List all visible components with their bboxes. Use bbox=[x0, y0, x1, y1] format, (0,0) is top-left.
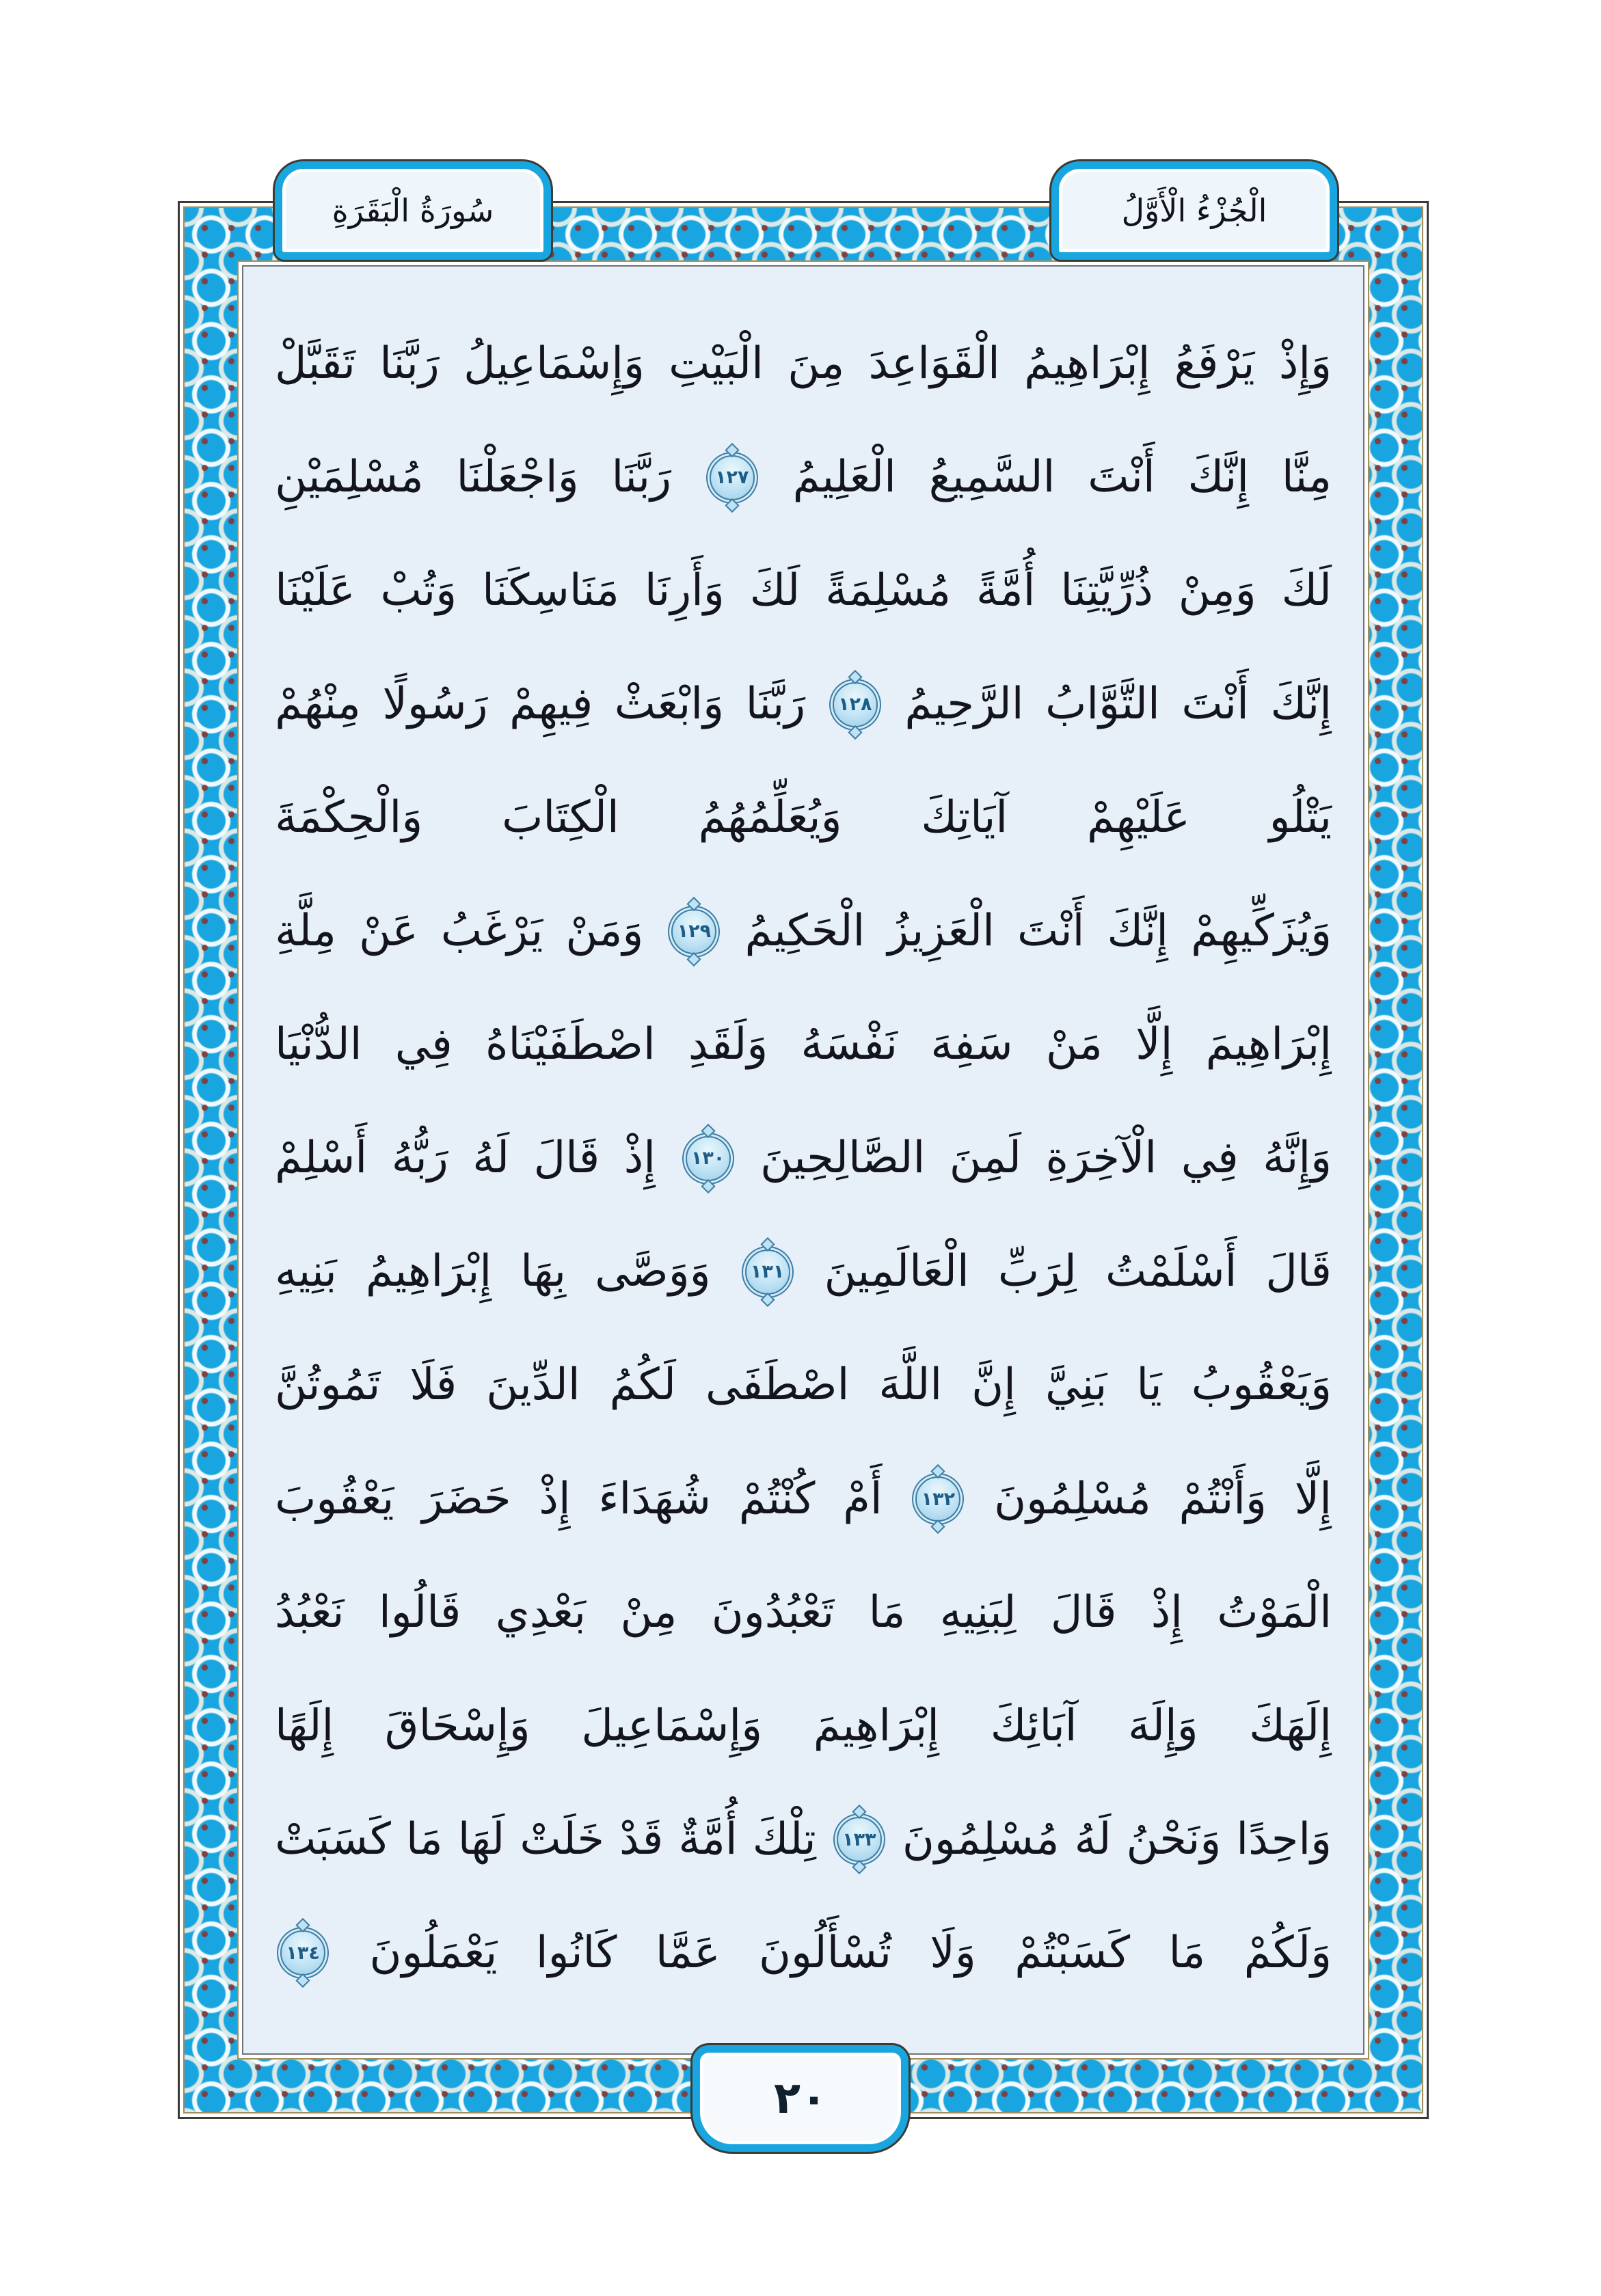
ayah-word: لَهُ bbox=[1074, 1813, 1112, 1865]
ayah-word: قَالُوا bbox=[378, 1586, 461, 1638]
verse-marker bbox=[915, 1476, 960, 1522]
quran-line bbox=[275, 330, 1332, 398]
ayah-word: مَا bbox=[1168, 1927, 1206, 1978]
ayah-word: وَتُبْ bbox=[380, 565, 457, 616]
ayah-word: الْكِتَابَ bbox=[502, 792, 619, 843]
ayah-word: التَّوَّابُ bbox=[1045, 679, 1160, 730]
ayah-word: لَكَ bbox=[749, 565, 801, 616]
ayah-word: وَلَا bbox=[930, 1927, 976, 1978]
ayah-word: الْمَوْتُ bbox=[1217, 1586, 1332, 1638]
ayah-word: تَعْبُدُونَ bbox=[711, 1586, 835, 1638]
ayah-word: اصْطَفَيْنَاهُ bbox=[485, 1019, 656, 1070]
verse-number: ١٢٨ bbox=[838, 694, 872, 716]
ayah-word: وَإِسْمَاعِيلُ bbox=[463, 338, 645, 389]
ayah-word: أَنْتَ bbox=[1088, 451, 1155, 502]
ayah-word: الْعَالَمِينَ bbox=[824, 1246, 969, 1297]
surah-name-tab bbox=[275, 161, 551, 260]
ayah-word: كَانُوا bbox=[535, 1927, 617, 1978]
ayah-word: كَسَبَتْ bbox=[275, 1813, 391, 1865]
ayah-word: لَكَ bbox=[1281, 565, 1332, 616]
ayah-word: نَفْسَهُ bbox=[801, 1019, 898, 1070]
ayah-word: شُهَدَاءَ bbox=[598, 1473, 711, 1524]
ayah-word: أُمَّةٌ bbox=[678, 1813, 738, 1865]
ayah-word: مِلَّةِ bbox=[275, 906, 336, 957]
ayah-word: وَإِسْمَاعِيلَ bbox=[581, 1700, 763, 1751]
ayah-word: يَتْلُو bbox=[1269, 792, 1332, 843]
quran-line bbox=[275, 1124, 1332, 1192]
ayah-word: الْحَكِيمُ bbox=[744, 906, 865, 957]
ayah-word: نَعْبُدُ bbox=[275, 1586, 345, 1638]
verse-marker bbox=[833, 682, 878, 727]
ayah-word: وَاحِدًا bbox=[1236, 1813, 1332, 1865]
ayah-word: الدُّنْيَا bbox=[275, 1019, 362, 1070]
ayah-word: السَّمِيعُ bbox=[928, 451, 1055, 502]
juz-name-tab bbox=[1051, 161, 1337, 260]
ayah-word: أَسْلَمْتُ bbox=[1105, 1246, 1237, 1297]
ayah-word: إِبْرَاهِيمَ bbox=[1205, 1019, 1332, 1070]
ayah-word: رَسُولًا bbox=[382, 679, 488, 730]
ayah-word: وَإِنَّهُ bbox=[1263, 1133, 1332, 1184]
ayah-word: وَلَقَدِ bbox=[688, 1019, 768, 1070]
ayah-word: آبَائِكَ bbox=[990, 1700, 1077, 1751]
verse-number: ١٣٤ bbox=[286, 1942, 320, 1964]
ayah-word: أُمَّةً bbox=[976, 565, 1036, 616]
verse-marker bbox=[280, 1930, 325, 1975]
ayah-word: أَمْ bbox=[843, 1473, 883, 1524]
ayah-word: وَاجْعَلْنَا bbox=[456, 451, 579, 502]
quran-line bbox=[275, 1692, 1332, 1760]
verse-marker bbox=[745, 1250, 790, 1295]
ayah-word: بَنِيهِ bbox=[275, 1246, 337, 1297]
ayah-word: إِبْرَاهِيمُ bbox=[1024, 338, 1151, 389]
ayah-word: قَالَ bbox=[533, 1133, 600, 1184]
quran-line bbox=[275, 897, 1332, 965]
ayah-word: إِلَهًا bbox=[275, 1700, 334, 1751]
ayah-word: بَعْدِي bbox=[495, 1586, 587, 1638]
quran-line bbox=[275, 557, 1332, 625]
decorative-frame bbox=[178, 201, 1429, 2119]
ayah-word: الْبَيْتِ bbox=[669, 338, 764, 389]
ayah-word: عَلَيْنَا bbox=[275, 565, 355, 616]
quran-text-area bbox=[242, 265, 1364, 2055]
ayah-word: وَإِذْ bbox=[1278, 338, 1332, 389]
ayah-word: مَنْ bbox=[1045, 1019, 1103, 1070]
ayah-word: اللَّهَ bbox=[878, 1360, 943, 1411]
ayah-word: الصَّالِحِينَ bbox=[760, 1133, 926, 1184]
quran-line bbox=[275, 784, 1332, 852]
ayah-word: إِبْرَاهِيمُ bbox=[365, 1246, 492, 1297]
verse-marker bbox=[710, 455, 755, 500]
ayah-word: يَعْقُوبَ bbox=[275, 1473, 394, 1524]
ayah-word: خَلَتْ bbox=[520, 1813, 604, 1865]
ayah-word: رَبَّنَا bbox=[745, 679, 806, 730]
ayah-word: قَالَ bbox=[1265, 1246, 1332, 1297]
surah-name-label: سُورَةُ الْبَقَرَةِ bbox=[332, 192, 494, 229]
ayah-word: يَرْغَبُ bbox=[440, 906, 543, 957]
ayah-word: يَعْمَلُونَ bbox=[369, 1927, 498, 1978]
page-number-label: ٢٠ bbox=[773, 2073, 828, 2124]
ayah-word: مُسْلِمَةً bbox=[825, 565, 952, 616]
quran-line bbox=[275, 1238, 1332, 1306]
ayah-word: حَضَرَ bbox=[422, 1473, 511, 1524]
ayah-word: مِنْ bbox=[620, 1586, 677, 1638]
verse-number: ١٣٢ bbox=[921, 1488, 956, 1510]
ayah-word: لِبَنِيهِ bbox=[939, 1586, 1017, 1638]
verse-marker bbox=[671, 909, 716, 954]
ayah-word: لَهُ bbox=[472, 1133, 510, 1184]
ayah-word: تَقَبَّلْ bbox=[275, 338, 355, 389]
quran-line bbox=[275, 444, 1332, 511]
ayah-word: وَيَعْقُوبُ bbox=[1191, 1360, 1332, 1411]
ayah-word: رَبَّنَا bbox=[611, 451, 671, 502]
ayah-word: الْعَزِيزُ bbox=[887, 906, 995, 957]
ayah-word: وَإِسْحَاقَ bbox=[384, 1700, 530, 1751]
ayah-word: إِنَّكَ bbox=[1270, 679, 1332, 730]
ayah-word: وَنَحْنُ bbox=[1126, 1813, 1222, 1865]
quran-line bbox=[275, 1466, 1332, 1533]
ayah-word: الْآخِرَةِ bbox=[1045, 1133, 1157, 1184]
ayah-word: إِذْ bbox=[623, 1133, 656, 1184]
ayah-word: إِبْرَاهِيمَ bbox=[813, 1700, 940, 1751]
ayah-word: أَسْلِمْ bbox=[275, 1133, 368, 1184]
verse-number: ١٣٠ bbox=[690, 1148, 725, 1170]
ayah-word: لَمِنَ bbox=[949, 1133, 1021, 1184]
ayah-word: وَوَصَّى bbox=[595, 1246, 711, 1297]
ayah-word: مِنْهُمْ bbox=[275, 679, 361, 730]
ayah-word: مُسْلِمُونَ bbox=[994, 1473, 1151, 1524]
ayah-word: وَمِنْ bbox=[1178, 565, 1256, 616]
quran-line bbox=[275, 1919, 1332, 1987]
ayah-word: أَنْتَ bbox=[1017, 906, 1085, 957]
ayah-word: كَسَبْتُمْ bbox=[1014, 1927, 1131, 1978]
ayah-word: وَابْعَثْ bbox=[614, 679, 724, 730]
ayah-word: سَفِهَ bbox=[930, 1019, 1013, 1070]
ayah-word: وَلَكُمْ bbox=[1243, 1927, 1332, 1978]
ayah-word: إِذْ bbox=[539, 1473, 571, 1524]
ayah-word: قَالَ bbox=[1050, 1586, 1117, 1638]
ayah-word: وَأَنْتُمْ bbox=[1179, 1473, 1267, 1524]
ayah-word: مَنَاسِكَنَا bbox=[482, 565, 619, 616]
ayah-word: مُسْلِمَيْنِ bbox=[275, 451, 424, 502]
ayah-word: إِنَّكَ bbox=[1187, 451, 1250, 502]
verse-number: ١٢٩ bbox=[677, 921, 712, 943]
ayah-word: مِنَّا bbox=[1281, 451, 1332, 502]
ayah-word: وَمَنْ bbox=[565, 906, 644, 957]
quran-line bbox=[275, 1579, 1332, 1647]
ayah-word: مَا bbox=[868, 1586, 906, 1638]
ayah-word: كُنْتُمْ bbox=[738, 1473, 816, 1524]
ayah-word: الرَّحِيمُ bbox=[904, 679, 1024, 730]
ayah-word: مُسْلِمُونَ bbox=[902, 1813, 1060, 1865]
ayah-word: فَلَا bbox=[409, 1360, 457, 1411]
ayah-word: الْعَلِيمُ bbox=[792, 451, 896, 502]
verse-number: ١٣١ bbox=[750, 1261, 785, 1283]
ayah-word: فِي bbox=[1181, 1133, 1239, 1184]
ayah-word: أَنْتَ bbox=[1181, 679, 1249, 730]
ayah-word: الْقَوَاعِدَ bbox=[868, 338, 1000, 389]
ayah-word: تِلْكَ bbox=[752, 1813, 816, 1865]
ayah-word: قَدْ bbox=[619, 1813, 664, 1865]
ayah-word: وَيُعَلِّمُهُمُ bbox=[698, 792, 842, 843]
ayah-word: مِنَ bbox=[788, 338, 845, 389]
ayah-word: لَهَا bbox=[457, 1813, 505, 1865]
ayah-word: وَيُزَكِّيهِمْ bbox=[1191, 906, 1332, 957]
ayah-word: عَمَّا bbox=[655, 1927, 721, 1978]
ayah-word: رَبُّهُ bbox=[391, 1133, 448, 1184]
ayah-word: عَنْ bbox=[358, 906, 418, 957]
quran-line bbox=[275, 671, 1332, 738]
ayah-word: إِنَّكَ bbox=[1107, 906, 1169, 957]
ayah-word: فِيهِمْ bbox=[509, 679, 593, 730]
juz-name-label: الْجُزْءُ الْأَوَّلُ bbox=[1121, 192, 1267, 229]
ayah-word: وَأَرِنَا bbox=[644, 565, 725, 616]
quran-line bbox=[275, 1806, 1332, 1874]
ayah-word: إِذْ bbox=[1151, 1586, 1183, 1638]
ayah-word: تُسْأَلُونَ bbox=[759, 1927, 891, 1978]
ayah-word: لَكُمُ bbox=[609, 1360, 677, 1411]
ayah-word: لِرَبِّ bbox=[997, 1246, 1077, 1297]
verse-number: ١٢٧ bbox=[715, 467, 749, 489]
ayah-word: مَا bbox=[405, 1813, 443, 1865]
ayah-word: يَرْفَعُ bbox=[1174, 338, 1255, 389]
quran-line bbox=[275, 1011, 1332, 1079]
verse-marker bbox=[686, 1136, 731, 1181]
ayah-word: بَنِيَّ bbox=[1045, 1360, 1107, 1411]
ayah-word: إِلَّا bbox=[1135, 1019, 1173, 1070]
ayah-word: عَلَيْهِمْ bbox=[1087, 792, 1190, 843]
verse-number: ١٣٣ bbox=[842, 1828, 876, 1850]
ayah-word: وَإِلَهَ bbox=[1128, 1700, 1198, 1751]
ayah-word: آيَاتِكَ bbox=[921, 792, 1008, 843]
page-number-tab bbox=[692, 2045, 909, 2152]
ayah-word: وَالْحِكْمَةَ bbox=[275, 792, 423, 843]
ayah-word: إِنَّ bbox=[971, 1360, 1016, 1411]
ayah-word: بِهَا bbox=[520, 1246, 567, 1297]
ayah-word: الدِّينَ bbox=[486, 1360, 580, 1411]
ayah-word: يَا bbox=[1136, 1360, 1162, 1411]
ayah-word: تَمُوتُنَّ bbox=[275, 1360, 381, 1411]
quran-line bbox=[275, 1351, 1332, 1419]
ayah-word: ذُرِّيَّتِنَا bbox=[1060, 565, 1153, 616]
ayah-word: إِلَّا bbox=[1294, 1473, 1332, 1524]
ayah-word: اصْطَفَى bbox=[705, 1360, 850, 1411]
ayah-word: إِلَهَكَ bbox=[1249, 1700, 1332, 1751]
ayah-word: رَبَّنَا bbox=[379, 338, 440, 389]
ayah-word: فِي bbox=[394, 1019, 453, 1070]
verse-marker bbox=[837, 1817, 882, 1862]
